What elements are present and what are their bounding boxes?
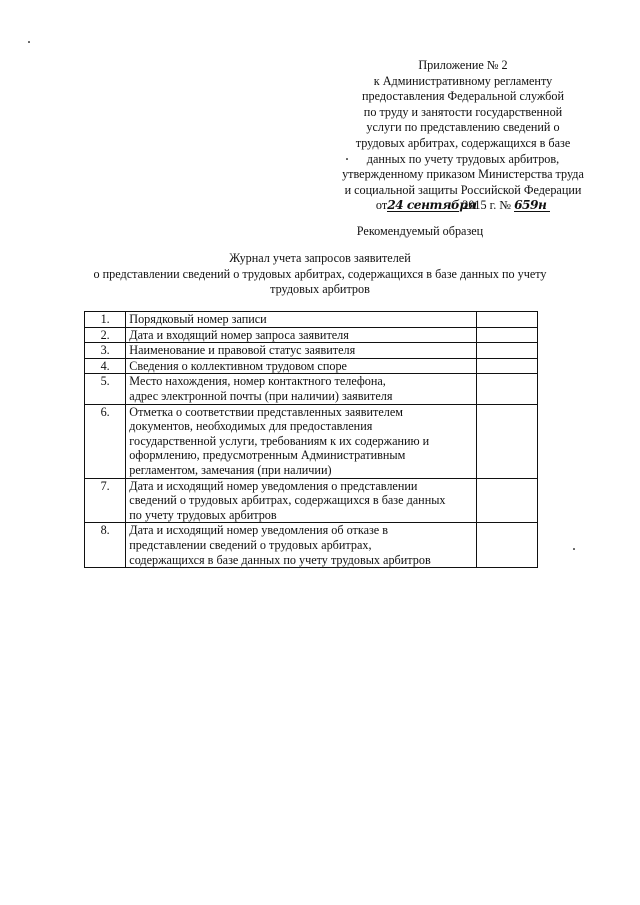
description-line: представлении сведений о трудовых арбитрах, <box>129 537 372 552</box>
entry-cell <box>476 404 537 478</box>
entry-cell <box>476 358 537 374</box>
entry-cell <box>476 327 537 343</box>
appendix-line: трудовых арбитрах, содержащихся в базе <box>355 135 571 150</box>
table-row <box>85 523 538 568</box>
description-line: Место нахождения, номер контактного телефона, <box>129 374 386 389</box>
description-line: Наименование и правовой статус заявителя <box>129 343 356 358</box>
row-description <box>126 404 476 478</box>
row-description <box>126 374 476 404</box>
row-description <box>126 523 476 568</box>
description-line: Дата и исходящий номер уведомления о представлении <box>129 478 418 493</box>
appendix-line: утвержденному приказом Министерства труда <box>342 167 584 182</box>
appendix-header <box>318 58 608 214</box>
description-line: Порядковый номер записи <box>129 312 267 326</box>
row-number: 8. <box>85 523 126 568</box>
description-line: адрес электронной почты (при наличии) заявителя <box>129 388 393 403</box>
row-number: 7. <box>85 478 126 523</box>
description-line: Дата и входящий номер запроса заявителя <box>129 327 349 342</box>
appendix-line: и социальной защиты Российской Федерации <box>344 182 582 197</box>
title-line: трудовых арбитров <box>270 282 370 297</box>
row-number: 4. <box>85 358 126 374</box>
appendix-line: по труду и занятости государственной <box>363 104 563 119</box>
row-description <box>126 312 476 328</box>
table-row <box>85 327 538 343</box>
description-line: оформлению, предусмотренным Административным <box>129 448 406 463</box>
appendix-line: данных по учету трудовых арбитров, <box>366 151 560 166</box>
speck <box>573 548 575 550</box>
handwritten-order-number: 659н <box>514 199 550 212</box>
journal-title <box>60 251 580 298</box>
entry-cell <box>476 343 537 359</box>
description-line: по учету трудовых арбитров <box>129 507 277 522</box>
description-line: Отметка о соответствии представленных заявителем <box>129 404 403 419</box>
row-number: 5. <box>85 374 126 404</box>
row-number: 3. <box>85 343 126 359</box>
description-line: Сведения о коллективном трудовом споре <box>129 358 347 373</box>
appendix-line: Приложение № 2 <box>418 58 508 72</box>
entry-cell <box>476 312 537 328</box>
appendix-line: предоставления Федеральной службой <box>362 89 564 104</box>
order-date-line <box>318 198 608 214</box>
title-line: о представлении сведений о трудовых арбитрах, содержащихся в базе данных по учету <box>93 266 547 281</box>
date-prefix: от <box>375 198 388 213</box>
entry-cell <box>476 478 537 523</box>
appendix-line: услуги по представлению сведений о <box>366 120 560 135</box>
row-number: 2. <box>85 327 126 343</box>
title-line: Журнал учета запросов заявителей <box>229 251 411 265</box>
row-description <box>126 343 476 359</box>
table-row <box>85 374 538 404</box>
appendix-line: к Административному регламенту <box>373 73 553 88</box>
row-number: 6. <box>85 404 126 478</box>
description-line: содержащихся в базе данных по учету трудовых арбитров <box>129 552 431 567</box>
entry-cell <box>476 374 537 404</box>
journal-table <box>84 311 538 568</box>
row-description <box>126 478 476 523</box>
description-line: регламентом, замечания (при наличии) <box>129 462 332 477</box>
table-row <box>85 404 538 478</box>
description-line: государственной услуги, требованиям к их содержанию и <box>129 433 430 448</box>
description-line: сведений о трудовых арбитрах, содержащихся в базе данных <box>129 493 446 508</box>
description-line: документов, необходимых для предоставления <box>129 419 373 434</box>
handwritten-date: 24 сентября <box>387 198 477 213</box>
entry-cell <box>476 523 537 568</box>
table-row <box>85 312 538 328</box>
row-description <box>126 327 476 343</box>
sample-label: Рекомендуемый образец <box>356 224 484 238</box>
order-year-label: 2015 г. № <box>462 198 512 213</box>
row-number: 1. <box>85 312 126 328</box>
table-row <box>85 343 538 359</box>
row-description <box>126 358 476 374</box>
table-row <box>85 358 538 374</box>
description-line: Дата и исходящий номер уведомления об отказе в <box>129 523 389 538</box>
speck <box>28 41 30 43</box>
table-row <box>85 478 538 523</box>
